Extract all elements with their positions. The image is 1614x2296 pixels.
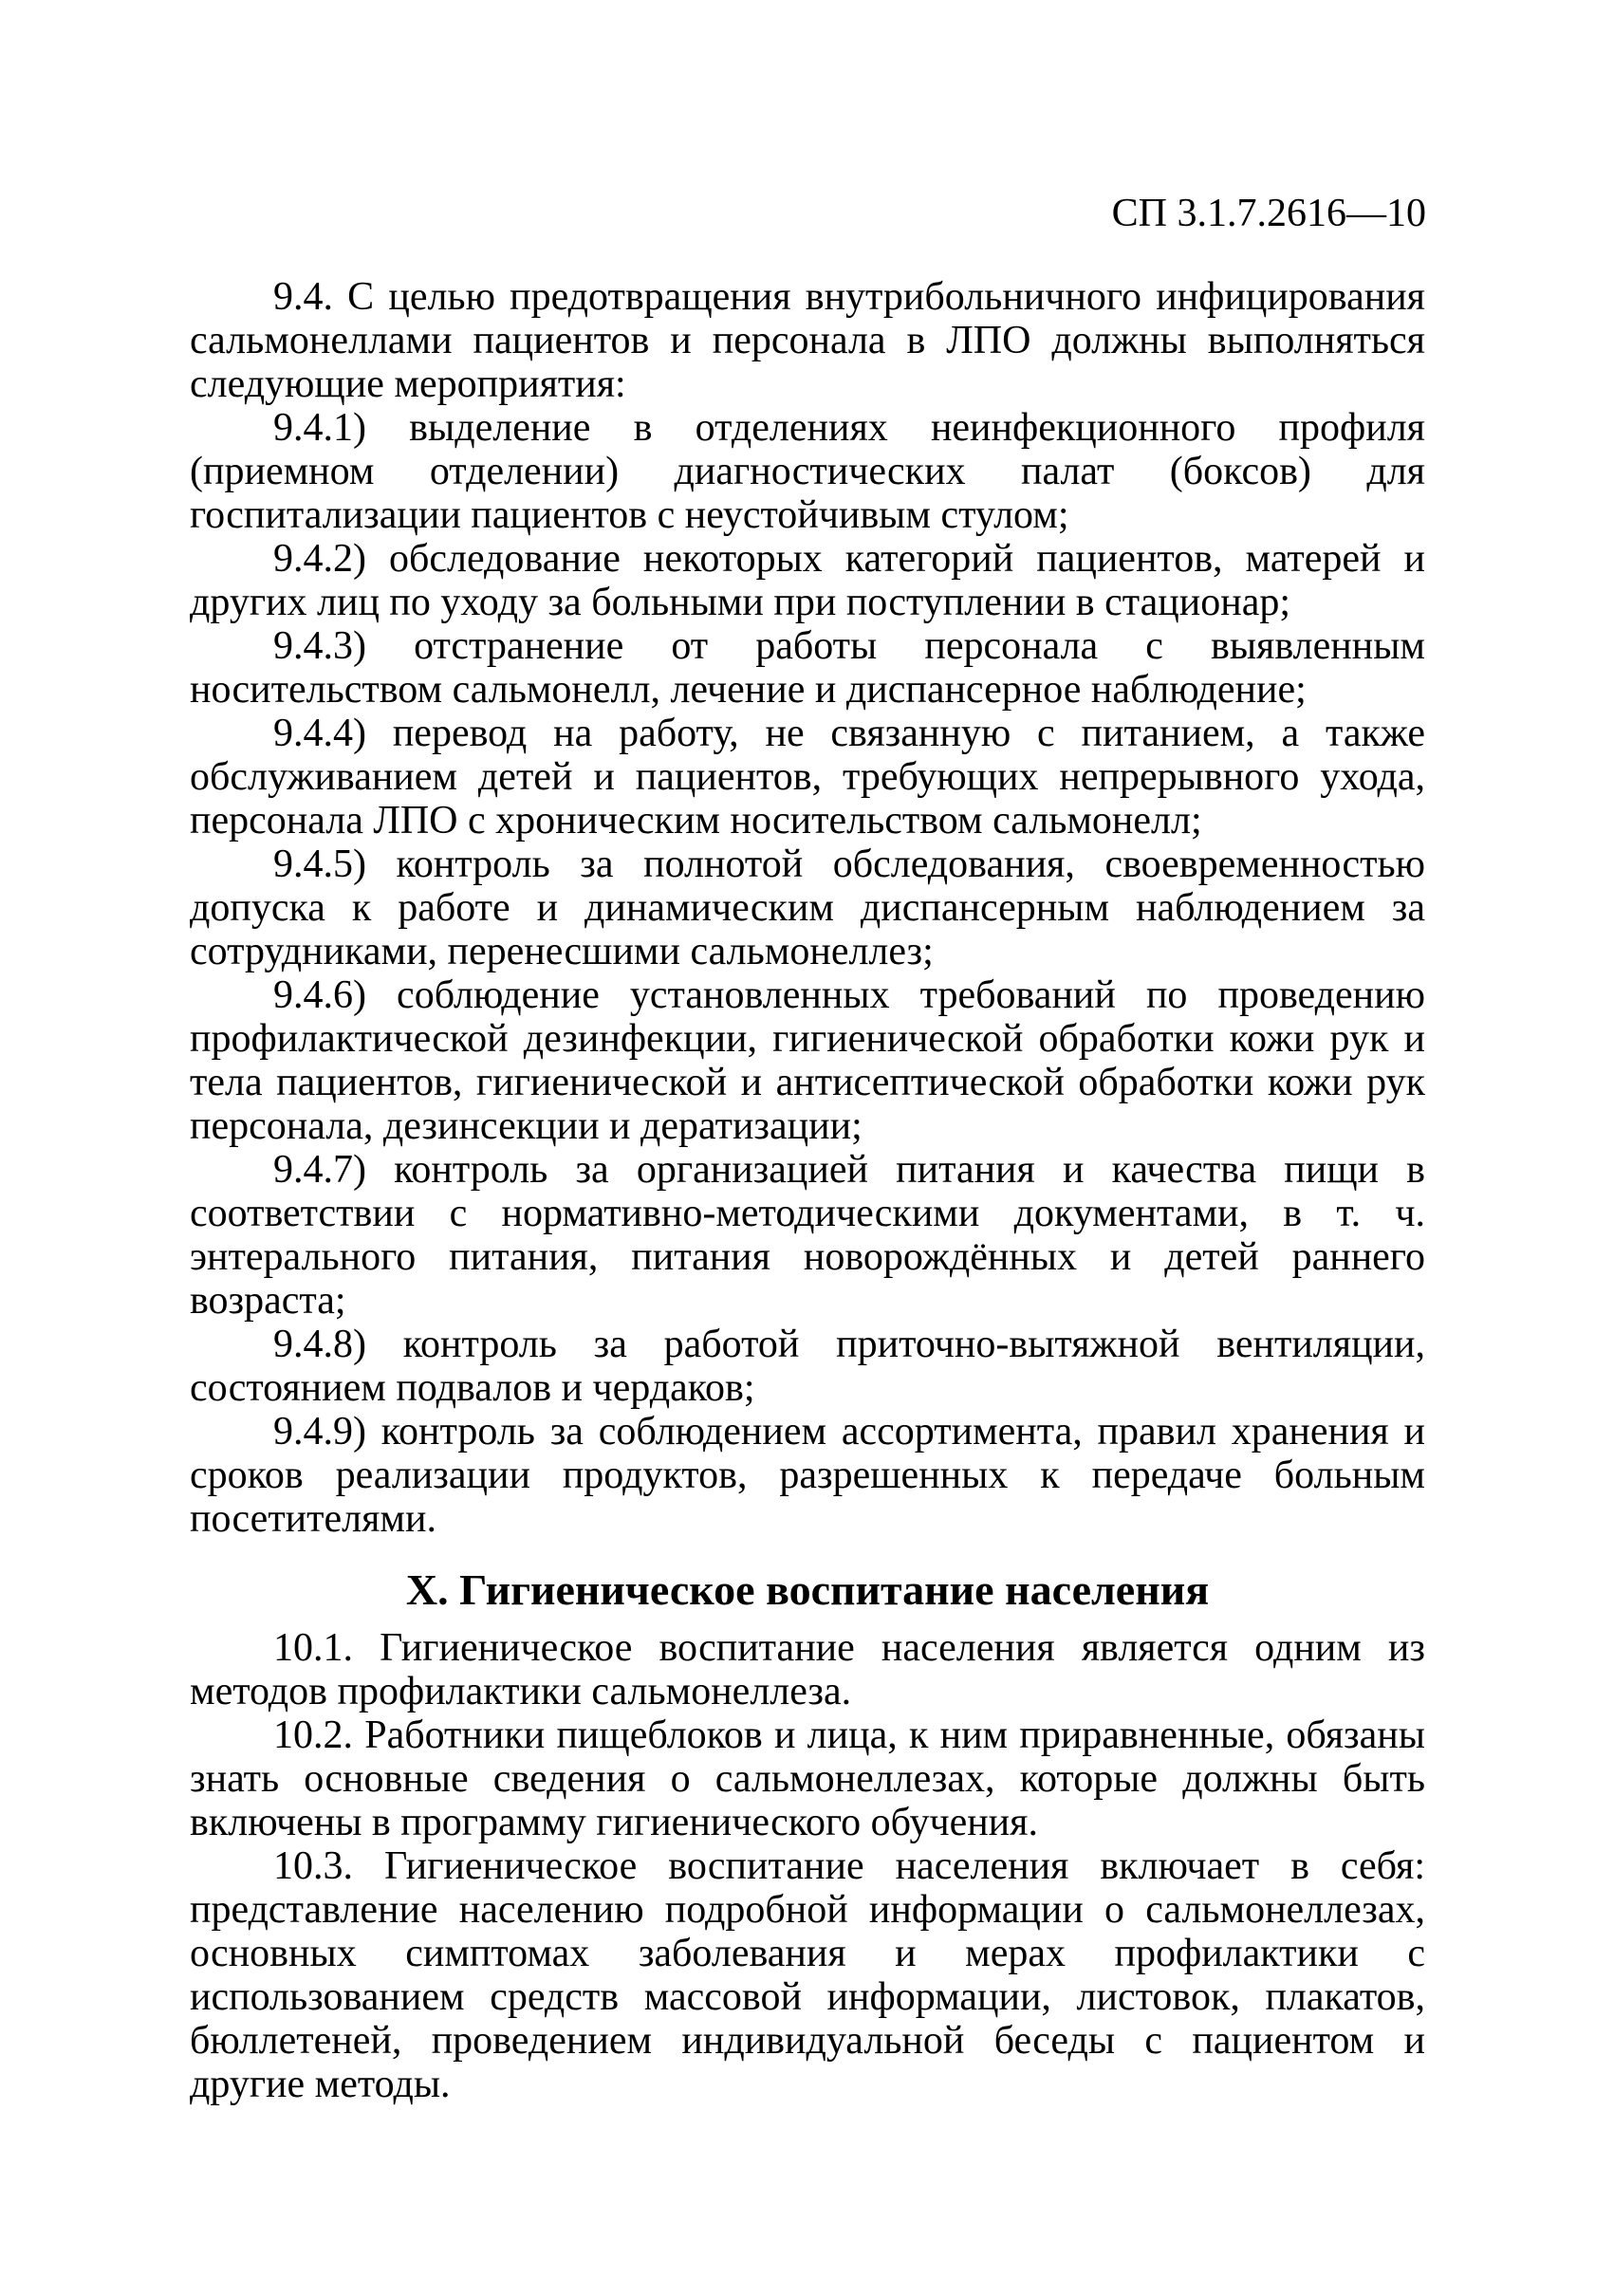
item-9-4-1: 9.4.1) выделение в отделениях неинфекционного профиля (приемном отделении) диагностических палат (боксов) для госпитализации пациентов с неустойчивым стулом; [190, 406, 1425, 537]
paragraph-10-3: 10.3. Гигиеническое воспитание населения включает в себя: представление населению подробной информации о сальмонеллезах, основных симптомах заболевания и мерах профилактики с использованием средств массовой информации, листовок, плакатов, бюллетеней, проведением индивидуальной беседы с пациентом и другие методы. [190, 1844, 1425, 2106]
paragraph-10-2: 10.2. Работники пищеблоков и лица, к ним приравненные, обязаны знать основные сведения о сальмонеллезах, которые должны быть включены в программу гигиенического обучения. [190, 1713, 1425, 1844]
item-9-4-5: 9.4.5) контроль за полнотой обследования, своевременностью допуска к работе и динамическим диспансерным наблюдением за сотрудниками, перенесшими сальмонеллез; [190, 842, 1425, 973]
item-9-4-3: 9.4.3) отстранение от работы персонала с выявленным носительством сальмонелл, лечение и диспансерное наблюдение; [190, 624, 1425, 712]
paragraph-9-4: 9.4. С целью предотвращения внутрибольничного инфицирования сальмонеллами пациентов и персонала в ЛПО должны выполняться следующие мероприятия: [190, 275, 1425, 406]
item-9-4-6: 9.4.6) соблюдение установленных требований по проведению профилактической дезинфекции, гигиенической обработки кожи рук и тела пациентов, гигиенической и антисептической обработки кожи рук персонала, дезинсекции и дератизации; [190, 973, 1425, 1148]
document-code-header: СП 3.1.7.2616—10 [1111, 192, 1426, 235]
section-10-title: X. Гигиеническое воспитание населения [405, 1565, 1210, 1614]
item-9-4-7: 9.4.7) контроль за организацией питания и качества пищи в соответствии с нормативно-методическими документами, в т. ч. энтерального питания, питания новорождённых и детей раннего возраста; [190, 1148, 1425, 1323]
item-9-4-4: 9.4.4) перевод на работу, не связанную с питанием, а также обслуживанием детей и пациентов, требующих непрерывного ухода, персонала ЛПО с хроническим носительством сальмонелл; [190, 712, 1425, 842]
item-9-4-8: 9.4.8) контроль за работой приточно-вытяжной вентиляции, состоянием подвалов и чердаков; [190, 1323, 1425, 1410]
item-9-4-2: 9.4.2) обследование некоторых категорий пациентов, матерей и других лиц по уходу за больными при поступлении в стационар; [190, 537, 1425, 624]
paragraph-10-1: 10.1. Гигиеническое воспитание населения является одним из методов профилактики сальмонеллеза. [190, 1626, 1425, 1713]
item-9-4-9: 9.4.9) контроль за соблюдением ассортимента, правил хранения и сроков реализации продуктов, разрешенных к передаче больным посетителями. [190, 1410, 1425, 1541]
page-body [190, 275, 1425, 2106]
